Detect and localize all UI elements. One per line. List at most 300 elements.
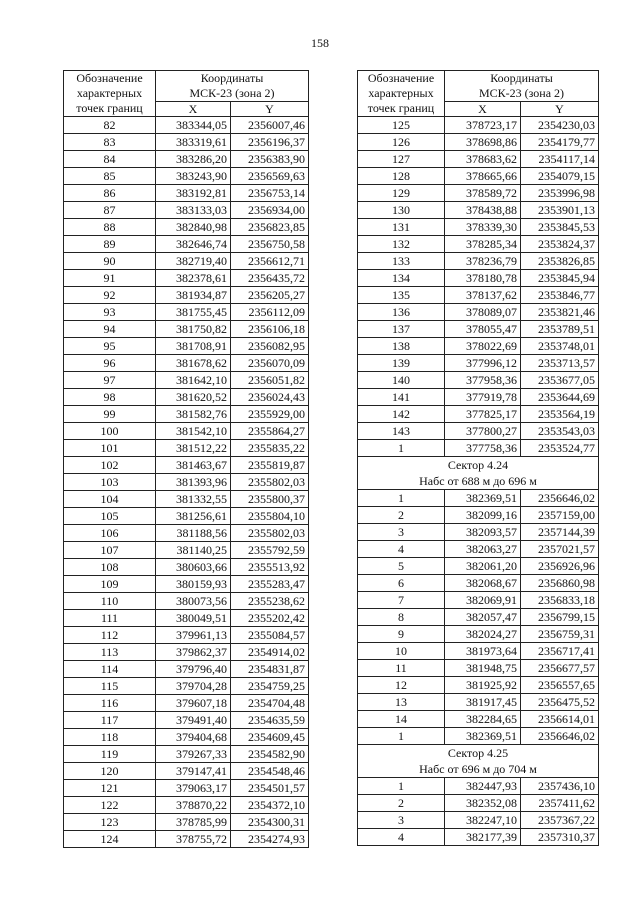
x-coordinate-cell: 378438,88 <box>445 202 521 219</box>
table-body-right <box>358 117 599 846</box>
x-coordinate-cell: 379961,13 <box>156 627 231 644</box>
x-coordinate-cell: 378055,47 <box>445 321 521 338</box>
y-coordinate-cell: 2354274,93 <box>231 831 309 848</box>
point-number-cell: 10 <box>358 643 445 660</box>
y-coordinate-cell: 2353996,98 <box>521 185 599 202</box>
point-number-cell: 89 <box>64 236 156 253</box>
table-row <box>358 524 599 541</box>
table-row <box>358 829 599 846</box>
point-number-cell: 99 <box>64 406 156 423</box>
y-coordinate-cell: 2355238,62 <box>231 593 309 610</box>
table-row <box>64 491 309 508</box>
x-coordinate-cell: 377825,17 <box>445 406 521 423</box>
point-number-cell: 1 <box>358 490 445 507</box>
table-row <box>358 660 599 677</box>
table-row <box>358 507 599 524</box>
y-coordinate-cell: 2356112,09 <box>231 304 309 321</box>
point-number-cell: 13 <box>358 694 445 711</box>
y-coordinate-cell: 2354179,77 <box>521 134 599 151</box>
point-number-cell: 132 <box>358 236 445 253</box>
x-coordinate-cell: 377800,27 <box>445 423 521 440</box>
point-number-cell: 7 <box>358 592 445 609</box>
point-number-cell: 127 <box>358 151 445 168</box>
y-coordinate-cell: 2356646,02 <box>521 490 599 507</box>
x-coordinate-cell: 383192,81 <box>156 185 231 202</box>
x-coordinate-cell: 382099,16 <box>445 507 521 524</box>
y-coordinate-cell: 2357411,62 <box>521 795 599 812</box>
table-row <box>64 627 309 644</box>
y-coordinate-cell: 2356106,18 <box>231 321 309 338</box>
x-coordinate-cell: 381393,96 <box>156 474 231 491</box>
point-number-cell: 98 <box>64 389 156 406</box>
table-row <box>64 797 309 814</box>
y-coordinate-cell: 2354230,03 <box>521 117 599 134</box>
x-coordinate-cell: 382177,39 <box>445 829 521 846</box>
y-coordinate-cell: 2353901,13 <box>521 202 599 219</box>
y-coordinate-cell: 2355202,42 <box>231 610 309 627</box>
point-number-cell: 87 <box>64 202 156 219</box>
header-name-line1: Обозначение <box>367 71 435 85</box>
point-number-cell: 8 <box>358 609 445 626</box>
x-coordinate-cell: 378683,62 <box>445 151 521 168</box>
point-number-cell: 82 <box>64 117 156 134</box>
x-coordinate-cell: 380073,56 <box>156 593 231 610</box>
y-coordinate-cell: 2356759,31 <box>521 626 599 643</box>
point-number-cell: 94 <box>64 321 156 338</box>
table-row <box>64 219 309 236</box>
x-coordinate-cell: 382352,08 <box>445 795 521 812</box>
table-row <box>64 389 309 406</box>
point-number-cell: 95 <box>64 338 156 355</box>
y-coordinate-cell: 2354079,15 <box>521 168 599 185</box>
x-coordinate-cell: 382719,40 <box>156 253 231 270</box>
y-coordinate-cell: 2356475,52 <box>521 694 599 711</box>
table-row <box>64 321 309 338</box>
table-row <box>358 490 599 507</box>
point-number-cell: 130 <box>358 202 445 219</box>
x-coordinate-cell: 382093,57 <box>445 524 521 541</box>
x-coordinate-cell: 379404,68 <box>156 729 231 746</box>
table-row <box>64 423 309 440</box>
point-number-cell: 3 <box>358 812 445 829</box>
point-number-cell: 1 <box>358 440 445 457</box>
point-number-cell: 117 <box>64 712 156 729</box>
y-coordinate-cell: 2353821,46 <box>521 304 599 321</box>
y-coordinate-cell: 2353713,57 <box>521 355 599 372</box>
x-coordinate-cell: 379796,40 <box>156 661 231 678</box>
x-coordinate-cell: 378137,62 <box>445 287 521 304</box>
x-coordinate-cell: 379491,40 <box>156 712 231 729</box>
point-number-cell: 4 <box>358 541 445 558</box>
table-body-left <box>64 117 309 848</box>
x-coordinate-cell: 381934,87 <box>156 287 231 304</box>
table-row <box>358 711 599 728</box>
table-row <box>358 795 599 812</box>
table-row <box>64 440 309 457</box>
y-coordinate-cell: 2356383,90 <box>231 151 309 168</box>
table-row <box>64 814 309 831</box>
header-name-line2: характерных <box>76 86 143 100</box>
point-number-cell: 83 <box>64 134 156 151</box>
table-row <box>358 643 599 660</box>
x-coordinate-cell: 379862,37 <box>156 644 231 661</box>
table-row <box>358 338 599 355</box>
x-coordinate-cell: 378236,79 <box>445 253 521 270</box>
table-row <box>64 287 309 304</box>
y-coordinate-cell: 2357367,22 <box>521 812 599 829</box>
point-number-cell: 85 <box>64 168 156 185</box>
point-number-cell: 93 <box>64 304 156 321</box>
table-row <box>64 525 309 542</box>
header-coords-line1: Координаты <box>200 71 264 85</box>
point-number-cell: 90 <box>64 253 156 270</box>
table-row <box>64 831 309 848</box>
y-coordinate-cell: 2355835,22 <box>231 440 309 457</box>
y-coordinate-cell: 2356926,96 <box>521 558 599 575</box>
x-coordinate-cell: 383319,61 <box>156 134 231 151</box>
x-coordinate-cell: 382068,67 <box>445 575 521 592</box>
y-coordinate-cell: 2356196,37 <box>231 134 309 151</box>
x-coordinate-cell: 381948,75 <box>445 660 521 677</box>
table-row <box>358 389 599 406</box>
sector-header-row <box>358 745 599 778</box>
table-row <box>64 610 309 627</box>
x-coordinate-cell: 383344,05 <box>156 117 231 134</box>
x-coordinate-cell: 382284,65 <box>445 711 521 728</box>
x-coordinate-cell: 381542,10 <box>156 423 231 440</box>
column-header-x: X <box>156 102 231 117</box>
table-row <box>358 406 599 423</box>
y-coordinate-cell: 2356750,58 <box>231 236 309 253</box>
point-number-cell: 91 <box>64 270 156 287</box>
y-coordinate-cell: 2355792,59 <box>231 542 309 559</box>
table-row <box>358 236 599 253</box>
point-number-cell: 1 <box>358 778 445 795</box>
table-row <box>358 168 599 185</box>
y-coordinate-cell: 2356435,72 <box>231 270 309 287</box>
y-coordinate-cell: 2356070,09 <box>231 355 309 372</box>
point-number-cell: 5 <box>358 558 445 575</box>
point-number-cell: 84 <box>64 151 156 168</box>
point-number-cell: 124 <box>64 831 156 848</box>
x-coordinate-cell: 381332,55 <box>156 491 231 508</box>
point-number-cell: 137 <box>358 321 445 338</box>
sector-height-range: Набс от 688 м до 696 м <box>419 474 537 488</box>
table-row <box>64 780 309 797</box>
y-coordinate-cell: 2353846,77 <box>521 287 599 304</box>
table-row <box>64 202 309 219</box>
x-coordinate-cell: 380049,51 <box>156 610 231 627</box>
x-coordinate-cell: 381925,92 <box>445 677 521 694</box>
sector-header-row <box>358 457 599 490</box>
y-coordinate-cell: 2356717,41 <box>521 643 599 660</box>
table-row <box>64 151 309 168</box>
y-coordinate-cell: 2356799,15 <box>521 609 599 626</box>
point-number-cell: 12 <box>358 677 445 694</box>
point-number-cell: 112 <box>64 627 156 644</box>
y-coordinate-cell: 2353826,85 <box>521 253 599 270</box>
coordinates-table-left <box>63 70 309 848</box>
table-row <box>64 746 309 763</box>
x-coordinate-cell: 382369,51 <box>445 490 521 507</box>
x-coordinate-cell: 381620,52 <box>156 389 231 406</box>
point-number-cell: 97 <box>64 372 156 389</box>
point-number-cell: 9 <box>358 626 445 643</box>
y-coordinate-cell: 2354117,14 <box>521 151 599 168</box>
y-coordinate-cell: 2356051,82 <box>231 372 309 389</box>
x-coordinate-cell: 378698,86 <box>445 134 521 151</box>
x-coordinate-cell: 377758,36 <box>445 440 521 457</box>
y-coordinate-cell: 2354704,48 <box>231 695 309 712</box>
point-number-cell: 135 <box>358 287 445 304</box>
x-coordinate-cell: 378870,22 <box>156 797 231 814</box>
x-coordinate-cell: 381708,91 <box>156 338 231 355</box>
y-coordinate-cell: 2353543,03 <box>521 423 599 440</box>
x-coordinate-cell: 383286,20 <box>156 151 231 168</box>
point-number-cell: 118 <box>64 729 156 746</box>
x-coordinate-cell: 381750,82 <box>156 321 231 338</box>
x-coordinate-cell: 378589,72 <box>445 185 521 202</box>
x-coordinate-cell: 382061,20 <box>445 558 521 575</box>
x-coordinate-cell: 377919,78 <box>445 389 521 406</box>
point-number-cell: 11 <box>358 660 445 677</box>
point-number-cell: 126 <box>358 134 445 151</box>
x-coordinate-cell: 381188,56 <box>156 525 231 542</box>
table-row <box>358 609 599 626</box>
table-row <box>358 253 599 270</box>
y-coordinate-cell: 2354582,90 <box>231 746 309 763</box>
y-coordinate-cell: 2355802,03 <box>231 474 309 491</box>
column-header-point-designation <box>64 71 156 117</box>
x-coordinate-cell: 381256,61 <box>156 508 231 525</box>
point-number-cell: 6 <box>358 575 445 592</box>
point-number-cell: 140 <box>358 372 445 389</box>
point-number-cell: 110 <box>64 593 156 610</box>
header-coords-line2: МСК-23 (зона 2) <box>189 86 275 100</box>
table-row <box>64 712 309 729</box>
point-number-cell: 125 <box>358 117 445 134</box>
table-row <box>358 575 599 592</box>
table-row <box>358 202 599 219</box>
x-coordinate-cell: 381678,62 <box>156 355 231 372</box>
point-number-cell: 123 <box>64 814 156 831</box>
table-row <box>64 576 309 593</box>
x-coordinate-cell: 382057,47 <box>445 609 521 626</box>
y-coordinate-cell: 2354372,10 <box>231 797 309 814</box>
y-coordinate-cell: 2357021,57 <box>521 541 599 558</box>
y-coordinate-cell: 2356612,71 <box>231 253 309 270</box>
sector-header <box>358 745 599 778</box>
x-coordinate-cell: 382447,93 <box>445 778 521 795</box>
table-row <box>64 593 309 610</box>
point-number-cell: 136 <box>358 304 445 321</box>
point-number-cell: 103 <box>64 474 156 491</box>
point-number-cell: 1 <box>358 728 445 745</box>
column-header-coordinates <box>156 71 309 102</box>
point-number-cell: 4 <box>358 829 445 846</box>
y-coordinate-cell: 2356753,14 <box>231 185 309 202</box>
y-coordinate-cell: 2356823,85 <box>231 219 309 236</box>
x-coordinate-cell: 378339,30 <box>445 219 521 236</box>
table-row <box>358 592 599 609</box>
y-coordinate-cell: 2354831,87 <box>231 661 309 678</box>
table-row <box>358 134 599 151</box>
header-name-line3: точек границ <box>367 101 435 115</box>
y-coordinate-cell: 2355800,37 <box>231 491 309 508</box>
point-number-cell: 131 <box>358 219 445 236</box>
x-coordinate-cell: 379267,33 <box>156 746 231 763</box>
column-header-point-designation <box>358 71 445 117</box>
y-coordinate-cell: 2356205,27 <box>231 287 309 304</box>
y-coordinate-cell: 2357436,10 <box>521 778 599 795</box>
y-coordinate-cell: 2356614,01 <box>521 711 599 728</box>
y-coordinate-cell: 2356833,18 <box>521 592 599 609</box>
y-coordinate-cell: 2353644,69 <box>521 389 599 406</box>
table-row <box>64 338 309 355</box>
y-coordinate-cell: 2354609,45 <box>231 729 309 746</box>
x-coordinate-cell: 378089,07 <box>445 304 521 321</box>
y-coordinate-cell: 2356934,00 <box>231 202 309 219</box>
x-coordinate-cell: 381917,45 <box>445 694 521 711</box>
y-coordinate-cell: 2353845,53 <box>521 219 599 236</box>
y-coordinate-cell: 2354635,59 <box>231 712 309 729</box>
x-coordinate-cell: 381973,64 <box>445 643 521 660</box>
point-number-cell: 129 <box>358 185 445 202</box>
table-row <box>64 117 309 134</box>
coordinates-table-right <box>357 70 599 846</box>
y-coordinate-cell: 2353845,94 <box>521 270 599 287</box>
point-number-cell: 113 <box>64 644 156 661</box>
y-coordinate-cell: 2353789,51 <box>521 321 599 338</box>
table-row <box>64 457 309 474</box>
table-row <box>64 304 309 321</box>
header-coords-line2: МСК-23 (зона 2) <box>478 86 565 100</box>
y-coordinate-cell: 2356677,57 <box>521 660 599 677</box>
x-coordinate-cell: 382369,51 <box>445 728 521 745</box>
point-number-cell: 120 <box>64 763 156 780</box>
table-row <box>64 185 309 202</box>
table-row <box>358 728 599 745</box>
header-coords-line1: Координаты <box>490 71 553 85</box>
table-row <box>64 695 309 712</box>
sector-title: Сектор 4.24 <box>447 458 509 472</box>
x-coordinate-cell: 377996,12 <box>445 355 521 372</box>
x-coordinate-cell: 379063,17 <box>156 780 231 797</box>
point-number-cell: 106 <box>64 525 156 542</box>
y-coordinate-cell: 2357310,37 <box>521 829 599 846</box>
point-number-cell: 138 <box>358 338 445 355</box>
point-number-cell: 102 <box>64 457 156 474</box>
x-coordinate-cell: 383133,03 <box>156 202 231 219</box>
sector-height-range: Набс от 696 м до 704 м <box>419 762 537 776</box>
y-coordinate-cell: 2356082,95 <box>231 338 309 355</box>
sector-title: Сектор 4.25 <box>447 746 509 760</box>
x-coordinate-cell: 382840,98 <box>156 219 231 236</box>
point-number-cell: 104 <box>64 491 156 508</box>
table-row <box>358 423 599 440</box>
table-row <box>358 541 599 558</box>
y-coordinate-cell: 2353748,01 <box>521 338 599 355</box>
y-coordinate-cell: 2354914,02 <box>231 644 309 661</box>
point-number-cell: 2 <box>358 795 445 812</box>
y-coordinate-cell: 2356646,02 <box>521 728 599 745</box>
y-coordinate-cell: 2355864,27 <box>231 423 309 440</box>
table-row <box>358 270 599 287</box>
table-row <box>358 185 599 202</box>
y-coordinate-cell: 2355283,47 <box>231 576 309 593</box>
table-row <box>64 253 309 270</box>
point-number-cell: 133 <box>358 253 445 270</box>
table-row <box>64 678 309 695</box>
table-row <box>358 778 599 795</box>
table-row <box>358 372 599 389</box>
table-row <box>358 151 599 168</box>
y-coordinate-cell: 2356860,98 <box>521 575 599 592</box>
table-row <box>64 729 309 746</box>
x-coordinate-cell: 381755,45 <box>156 304 231 321</box>
table-row <box>64 372 309 389</box>
x-coordinate-cell: 378285,34 <box>445 236 521 253</box>
y-coordinate-cell: 2356007,46 <box>231 117 309 134</box>
x-coordinate-cell: 378180,78 <box>445 270 521 287</box>
table-row <box>358 694 599 711</box>
column-header-y: Y <box>231 102 309 117</box>
x-coordinate-cell: 381512,22 <box>156 440 231 457</box>
y-coordinate-cell: 2354501,57 <box>231 780 309 797</box>
x-coordinate-cell: 379704,28 <box>156 678 231 695</box>
y-coordinate-cell: 2354300,31 <box>231 814 309 831</box>
x-coordinate-cell: 379607,18 <box>156 695 231 712</box>
table-row <box>358 355 599 372</box>
table-row <box>358 117 599 134</box>
point-number-cell: 105 <box>64 508 156 525</box>
x-coordinate-cell: 378665,66 <box>445 168 521 185</box>
y-coordinate-cell: 2355929,00 <box>231 406 309 423</box>
table-row <box>64 644 309 661</box>
y-coordinate-cell: 2355819,87 <box>231 457 309 474</box>
point-number-cell: 100 <box>64 423 156 440</box>
table-row <box>64 474 309 491</box>
y-coordinate-cell: 2355084,57 <box>231 627 309 644</box>
y-coordinate-cell: 2354548,46 <box>231 763 309 780</box>
point-number-cell: 139 <box>358 355 445 372</box>
table-row <box>64 763 309 780</box>
column-header-coordinates <box>445 71 599 102</box>
x-coordinate-cell: 382378,61 <box>156 270 231 287</box>
point-number-cell: 119 <box>64 746 156 763</box>
table-row <box>358 626 599 643</box>
point-number-cell: 108 <box>64 559 156 576</box>
x-coordinate-cell: 378755,72 <box>156 831 231 848</box>
point-number-cell: 86 <box>64 185 156 202</box>
table-row <box>64 559 309 576</box>
table-row <box>358 558 599 575</box>
point-number-cell: 116 <box>64 695 156 712</box>
x-coordinate-cell: 378785,99 <box>156 814 231 831</box>
y-coordinate-cell: 2355802,03 <box>231 525 309 542</box>
y-coordinate-cell: 2356024,43 <box>231 389 309 406</box>
table-row <box>64 236 309 253</box>
table-row <box>64 168 309 185</box>
table-row <box>358 219 599 236</box>
point-number-cell: 128 <box>358 168 445 185</box>
header-name-line1: Обозначение <box>76 71 143 85</box>
table-row <box>64 355 309 372</box>
table-row <box>358 287 599 304</box>
point-number-cell: 115 <box>64 678 156 695</box>
x-coordinate-cell: 381582,76 <box>156 406 231 423</box>
point-number-cell: 121 <box>64 780 156 797</box>
